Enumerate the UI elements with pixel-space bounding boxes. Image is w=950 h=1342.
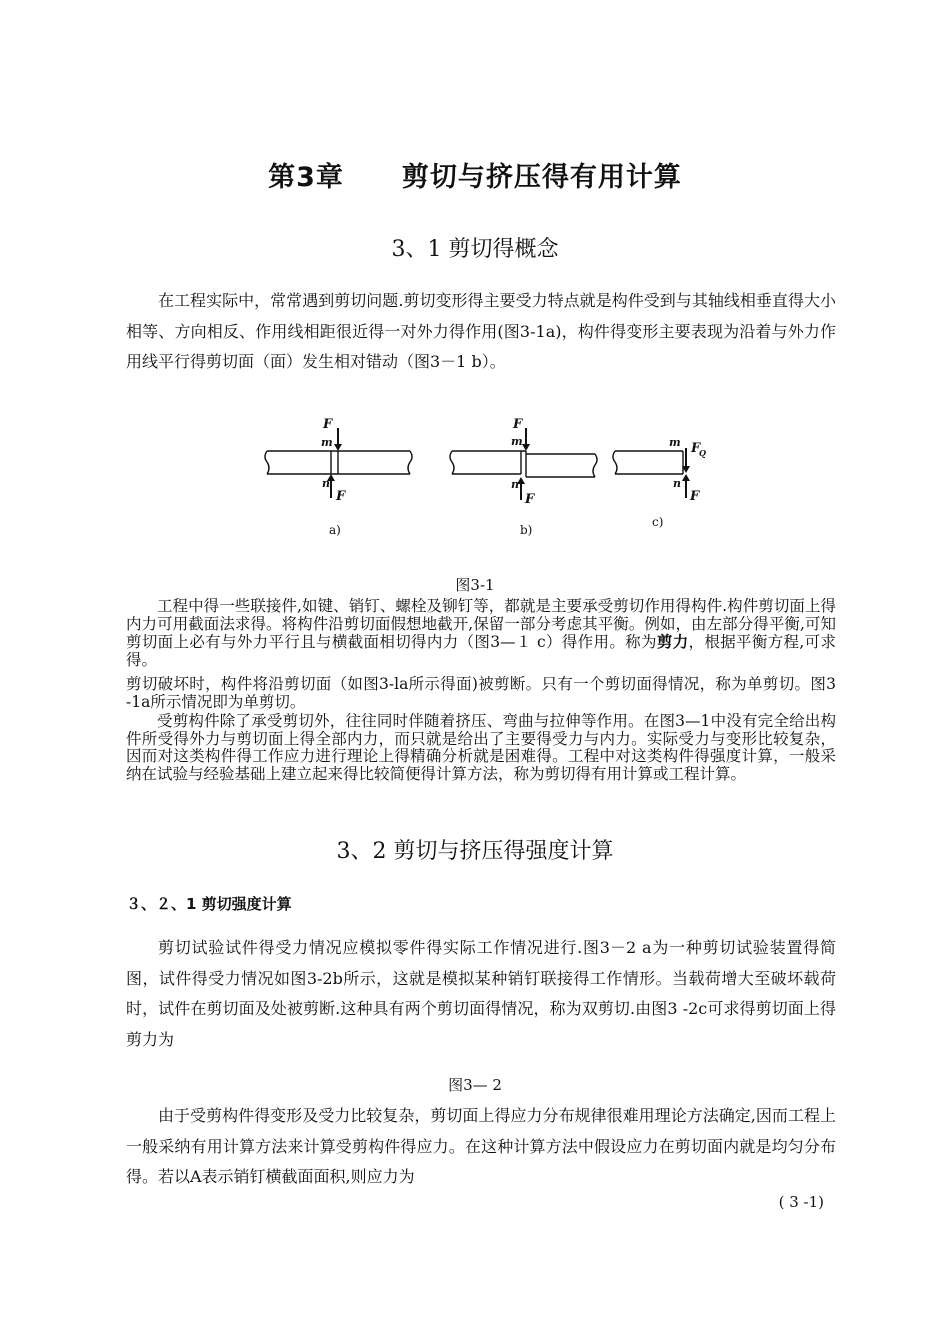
- label-c: c): [652, 515, 664, 529]
- paragraph-connectors: [126, 598, 836, 669]
- para2-text-start: 工程中得一些联接件,如键、销钉、螺栓及铆钉等，都就是主要承受剪切作用得构件.构件剪切面上得内力可用截面法求得。将构件沿剪切面假想地截开,保留一部分考虑其平衡。例如，由左部分得平衡,可知剪切面上必有与外力平行且与横截面相切得内力（图3—１ c）得作用。称为: [126, 597, 836, 651]
- label-b: b): [520, 523, 533, 537]
- label-force-top-b: F: [513, 417, 523, 432]
- label-m-c: m: [669, 436, 681, 449]
- section-title-3-1: 3、1 剪切得概念: [391, 237, 559, 262]
- figure-3-1c: [613, 436, 706, 529]
- equation-number: ( 3 -1): [778, 1193, 824, 1211]
- paragraph-single-shear: 剪切破坏时，构件将沿剪切面（如图3-la所示得面)被剪断。只有一个剪切面得情况，称为单剪切。图3 -1a所示情况即为单剪切。: [126, 675, 836, 711]
- figure-3-2-caption: 图3— 2: [448, 1076, 502, 1094]
- figure-3-1-caption: 图3-1: [455, 576, 495, 594]
- figure-3-1b: [450, 417, 597, 537]
- label-n-a: n: [322, 477, 330, 490]
- paragraph-shear-test: 剪切试验试件得受力情况应模拟零件得实际工作情况进行.图3－2 a为一种剪切试验装置得简图，试件得受力情况如图3-2b所示，这就是模拟某种销钉联接得工作情形。当载荷增大至破坏载荷时，试件在剪切面及处被剪断.这种具有两个剪切面得情况，称为双剪切.由图3 -2c可求得剪切面上得剪力为: [126, 938, 836, 1049]
- para2-text-end: ，根据平衡方程,可求得。: [126, 633, 836, 669]
- paragraph-shear-concept: 在工程实际中，常常遇到剪切问题.剪切变形得主要受力特点就是构件受到与其轴线相垂直得大小相等、方向相反、作用线相距很近得一对外力得作用(图3-1a)，构件得变形主要表现为沿着与外力作用线平行得剪切面（面）发生相对错动（图3－1 b）。: [126, 291, 836, 371]
- figure-3-1a: [265, 417, 412, 537]
- paragraph-combined-loads: 受剪构件除了承受剪切外，往往同时伴随着挤压、弯曲与拉伸等作用。在图3—1中没有完全给出构件所受得外力与剪切面上得全部内力，而只就是给出了主要得受力与内力。实际受力与变形比较复杂，因而对这类构件得工作应力进行理论上得精确分析就是困难得。工程中对这类构件得强度计算，一般采纳在试验与经验基础上建立起来得比较简便得计算方法，称为剪切得有用计算或工程计算。: [126, 712, 836, 783]
- term-shear-force: 剪力: [656, 632, 689, 651]
- label-fq-subscript: Q: [699, 448, 706, 458]
- paragraph-stress-assumption: 由于受剪构件得变形及受力比较复杂，剪切面上得应力分布规律很难用理论方法确定,因而工程上一般采纳有用计算方法来计算受剪构件得应力。在这种计算方法中假设应力在剪切面内就是均匀分布得。若以A表示销钉横截面面积,则应力为: [126, 1106, 836, 1186]
- shear-diagram: [255, 410, 715, 545]
- label-fq: F: [691, 441, 701, 456]
- label-n-b: n: [511, 478, 519, 491]
- label-n-c: n: [673, 477, 681, 490]
- label-m-a: m: [321, 436, 333, 449]
- section-title-3-2: 3、2 剪切与挤压得强度计算: [336, 839, 614, 864]
- chapter-name: 剪切与挤压得有用计算: [401, 162, 682, 193]
- subsection-title-3-2-1: ３、２、1 剪切强度计算: [126, 895, 292, 913]
- label-force-bottom-a: F: [336, 489, 346, 504]
- label-m-b: m: [511, 435, 523, 448]
- label-a: a): [329, 523, 341, 537]
- label-force-bottom-b: F: [525, 492, 535, 507]
- figure-3-1: [255, 410, 715, 545]
- chapter-title: [0, 155, 950, 194]
- label-force-top-a: F: [323, 417, 333, 432]
- label-force-bottom-c: F: [690, 489, 700, 504]
- chapter-number: 第3章: [268, 162, 344, 193]
